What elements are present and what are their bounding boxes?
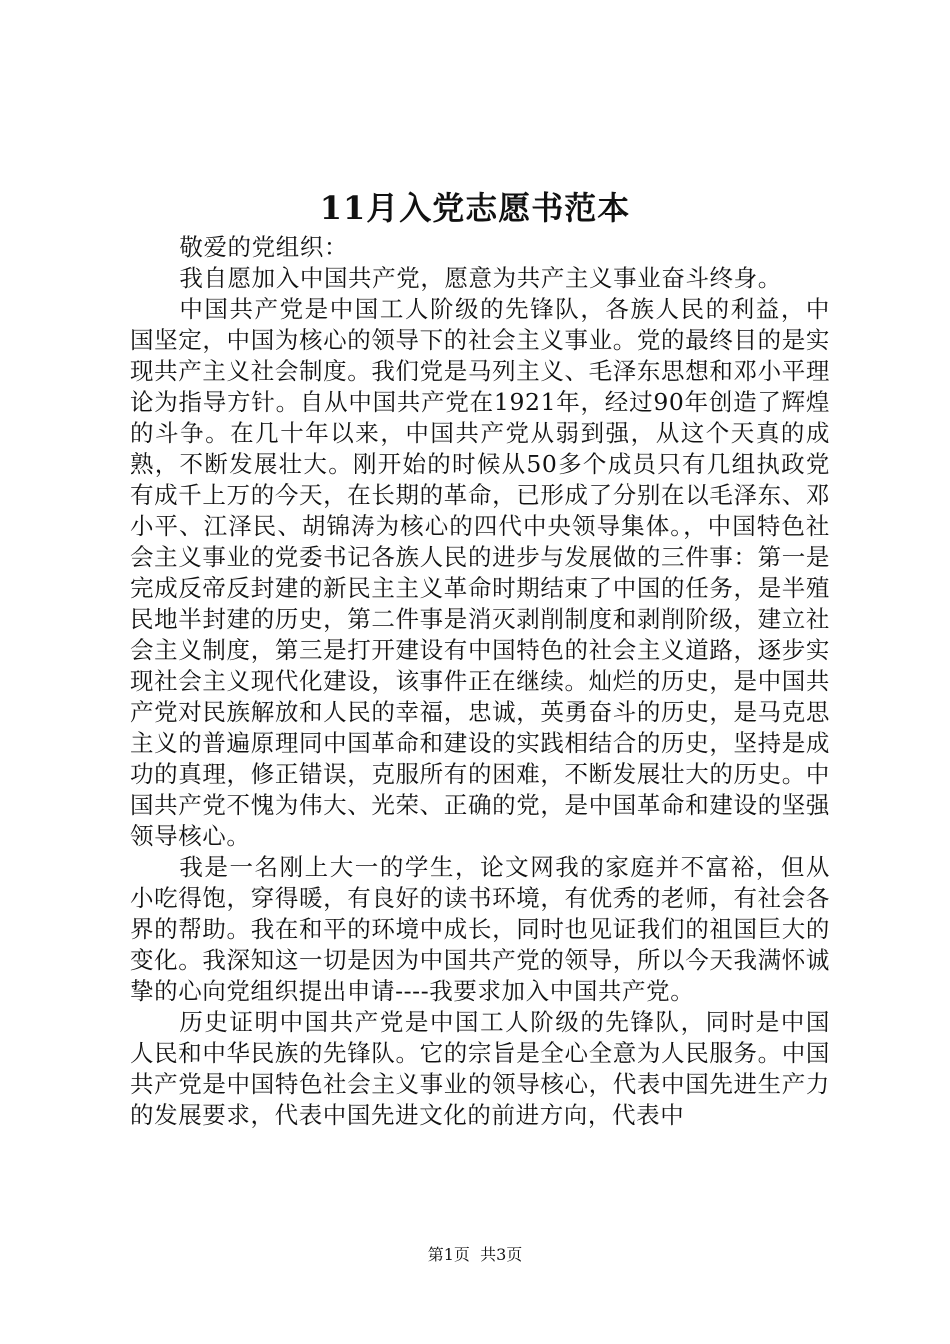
page-footer: [0, 1245, 950, 1265]
paragraph: 我是一名刚上大一的学生，论文网我的家庭并不富裕，但从小吃得饱，穿得暖，有良好的读书环境，有优秀的老师，有社会各界的帮助。我在和平的环境中成长，同时也见证我们的祖国巨大的变化。我深知这一切是因为中国共产党的领导，所以今天我满怀诚挚的心向党组织提出申请----我要求加入中国共产党。: [130, 853, 830, 1005]
salutation: 敬爱的党组织：: [179, 233, 349, 261]
paragraph: 中国共产党是中国工人阶级的先锋队，各族人民的利益，中国坚定，中国为核心的领导下的社会主义事业。党的最终目的是实现共产主义社会制度。我们党是马列主义、毛泽东思想和邓小平理论为指导方针。自从中国共产党在1921年，经过90年创造了辉煌的斗争。在几十年以来，中国共产党从弱到强，从这个天真的成熟，不断发展壮大。刚开始的时候从50多个成员只有几组执政党有成千上万的今天，在长期的革命，已形成了分别在以毛泽东、邓小平、江泽民、胡锦涛为核心的四代中央领导集体。，中国特色社会主义事业的党委书记各族人民的进步与发展做的三件事：第一是完成反帝反封建的新民主主义革命时期结束了中国的任务，是半殖民地半封建的历史，第二件事是消灭剥削制度和剥削阶级，建立社会主义制度，第三是打开建设有中国特色的社会主义道路，逐步实现社会主义现代化建设，该事件正在继续。灿烂的历史，是中国共产党对民族解放和人民的幸福，忠诚，英勇奋斗的历史，是马克思主义的普遍原理同中国革命和建设的实践相结合的历史，坚持是成功的真理，修正错误，克服所有的困难，不断发展壮大的历史。中国共产党不愧为伟大、光荣、正确的党，是中国革命和建设的坚强领导核心。: [130, 295, 830, 850]
paragraph: 我自愿加入中国共产党，愿意为共产主义事业奋斗终身。: [179, 264, 782, 292]
page-total: 共3页: [480, 1245, 523, 1264]
document-body: [130, 232, 830, 1131]
document-title: 11月入党志愿书范本: [319, 189, 631, 227]
page-number: 第1页: [427, 1245, 470, 1264]
paragraph: 历史证明中国共产党是中国工人阶级的先锋队，同时是中国人民和中华民族的先锋队。它的宗旨是全心全意为人民服务。中国共产党是中国特色社会主义事业的领导核心，代表中国先进生产力的发展要求，代表中国先进文化的前进方向，代表中: [130, 1008, 830, 1129]
